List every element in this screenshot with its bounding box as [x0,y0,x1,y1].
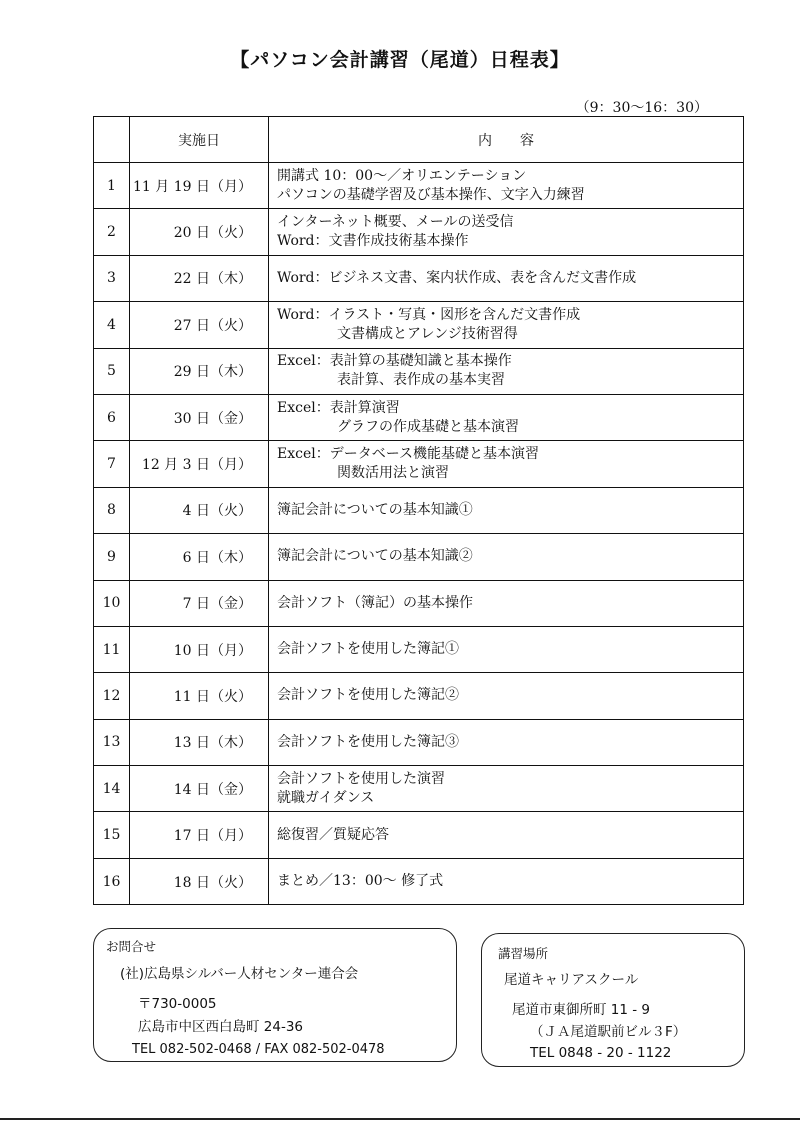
table-row [94,163,744,209]
table-row [94,209,744,255]
session-date: 4 日（火） [130,487,269,533]
session-number: 3 [94,255,130,301]
page-title: 【パソコン会計講習（尾道）日程表】 [230,49,570,71]
session-content [269,487,744,533]
session-date: 12 月 3 日（月） [130,441,269,487]
content-line-1: Excel：表計算演習 [277,399,400,416]
session-number: 16 [94,858,130,904]
content-line-2: Word：文書作成技術基本操作 [277,233,469,250]
venue-name: 尾道キャリアスクール [504,972,639,988]
table-row [94,766,744,812]
session-date: 11 月 19 日（月） [130,163,269,209]
session-number: 13 [94,719,130,765]
session-date: 20 日（火） [130,209,269,255]
table-row [94,441,744,487]
table-row [94,812,744,858]
content-line-2: 就職ガイダンス [277,789,375,806]
session-date: 14 日（金） [130,766,269,812]
header-number [94,117,130,163]
session-number: 7 [94,441,130,487]
table-header-row [94,117,744,163]
header-date: 実施日 [130,117,269,163]
inquiry-address: 広島市中区西白島町 24-36 [138,1019,304,1035]
table-row [94,626,744,672]
session-number: 12 [94,673,130,719]
inquiry-box [93,928,457,1062]
table-row [94,580,744,626]
session-content [269,580,744,626]
session-number: 10 [94,580,130,626]
session-date: 29 日（木） [130,348,269,394]
schedule-table [93,116,744,905]
table-row [94,394,744,440]
session-date: 6 日（木） [130,534,269,580]
session-date: 17 日（月） [130,812,269,858]
content-line-2: 文書構成とアレンジ技術習得 [337,325,518,342]
session-content [269,209,744,255]
content-line-1: Word：ビジネス文書、案内状作成、表を含んだ文書作成 [277,269,637,286]
content-line-1: 総復習／質疑応答 [277,826,389,843]
content-line-1: 会計ソフトを使用した簿記③ [277,733,459,750]
venue-phone: TEL 0848 - 20 - 1122 [530,1045,672,1061]
bottom-rule [0,1118,800,1120]
table-row [94,487,744,533]
session-content [269,441,744,487]
session-number: 8 [94,487,130,533]
session-date: 7 日（金） [130,580,269,626]
table-row [94,348,744,394]
session-number: 1 [94,163,130,209]
session-date: 11 日（火） [130,673,269,719]
content-line-1: まとめ／13：00〜 修了式 [277,873,444,890]
content-line-2: パソコンの基礎学習及び基本操作、文字入力練習 [277,186,585,203]
content-line-1: 会計ソフト（簿記）の基本操作 [277,594,473,611]
session-content [269,719,744,765]
session-number: 5 [94,348,130,394]
inquiry-label: お問合せ [106,939,157,954]
session-date: 10 日（月） [130,626,269,672]
content-line-1: Excel：データベース機能基礎と基本演習 [277,446,540,463]
content-line-2: 表計算、表作成の基本実習 [337,372,505,389]
venue-box [481,933,745,1067]
content-line-1: 簿記会計についての基本知識① [277,501,473,518]
session-date: 13 日（木） [130,719,269,765]
session-content [269,812,744,858]
inquiry-phone-fax: TEL 082-502-0468 / FAX 082-502-0478 [132,1042,385,1057]
table-row [94,858,744,904]
session-content [269,348,744,394]
session-number: 11 [94,626,130,672]
content-line-1: 簿記会計についての基本知識② [277,548,473,565]
table-row [94,302,744,348]
session-date: 30 日（金） [130,394,269,440]
session-content [269,858,744,904]
table-row [94,534,744,580]
session-number: 14 [94,766,130,812]
session-content [269,163,744,209]
content-line-2: 関数活用法と演習 [337,465,449,482]
session-date: 18 日（火） [130,858,269,904]
header-content: 内 容 [269,117,744,163]
session-number: 2 [94,209,130,255]
session-content [269,255,744,301]
session-number: 4 [94,302,130,348]
content-line-1: Word：イラスト・写真・図形を含んだ文書作成 [277,306,581,323]
content-line-1: 会計ソフトを使用した簿記① [277,641,459,658]
venue-label: 講習場所 [498,946,549,961]
content-line-1: 会計ソフトを使用した簿記② [277,687,459,704]
session-content [269,394,744,440]
session-content [269,766,744,812]
inquiry-organization: (社)広島県シルバー人材センター連合会 [120,966,359,982]
course-hours: （9：30〜16：30） [575,100,708,116]
content-line-1: インターネット概要、メールの送受信 [277,214,514,231]
table-row [94,719,744,765]
table-row [94,255,744,301]
venue-address: 尾道市東御所町 11 - 9 [512,1002,651,1018]
session-date: 22 日（木） [130,255,269,301]
table-row [94,673,744,719]
session-content [269,673,744,719]
session-content [269,302,744,348]
session-number: 15 [94,812,130,858]
session-content [269,534,744,580]
inquiry-postal-code: 〒730-0005 [138,996,217,1012]
content-line-1: 会計ソフトを使用した演習 [277,770,445,787]
venue-building: （ＪＡ尾道駅前ビル３F） [530,1024,687,1040]
session-number: 6 [94,394,130,440]
session-content [269,626,744,672]
content-line-1: Excel：表計算の基礎知識と基本操作 [277,353,512,370]
content-line-2: グラフの作成基礎と基本演習 [337,418,519,435]
session-date: 27 日（火） [130,302,269,348]
session-number: 9 [94,534,130,580]
content-line-1: 開講式 10：00〜／オリエンテーション [277,167,527,184]
